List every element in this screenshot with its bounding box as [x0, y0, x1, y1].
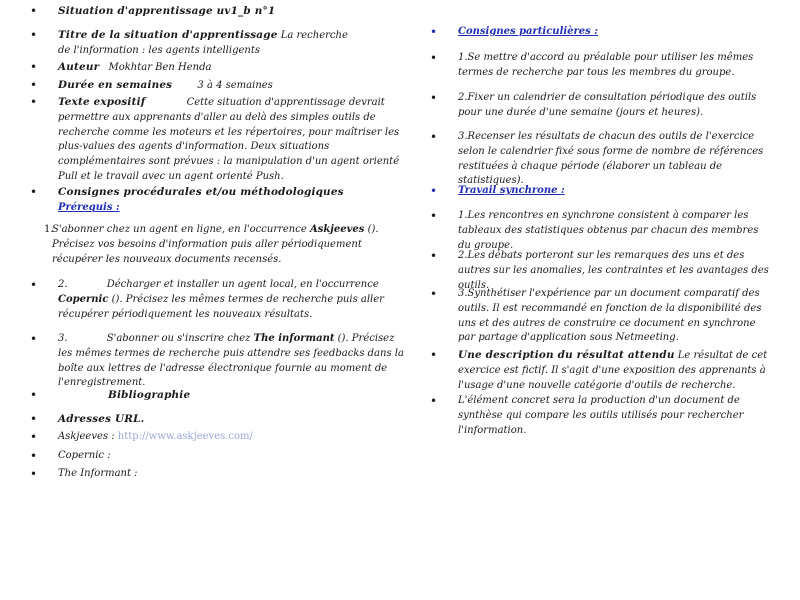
bullet-icon: • [30, 467, 38, 481]
consignes-particulieres-link[interactable]: Consignes particulières : [458, 26, 598, 37]
bullet-icon: • [430, 249, 438, 263]
step-text-post: (). Précisez les mêmes termes de recherche puis aller récupérer périodiquement les nouveaux résultats. [58, 293, 384, 320]
bullet-icon: • [30, 412, 38, 426]
bullet-icon: • [30, 78, 38, 92]
askjeeves-label: Askjeeves : [58, 431, 115, 442]
situation-label: Situation d'apprentissage uv1_b n°1 [58, 5, 276, 17]
informant-label: The Informant : [58, 468, 138, 479]
titre-value: La recherche de l'information : les agents intelligents [58, 30, 348, 56]
bullet-icon: • [30, 430, 38, 444]
bullet-icon: • [430, 348, 438, 362]
consignes-label: Consignes procédurales et/ou méthodologiques [58, 186, 344, 198]
duree-value: 3 à 4 semaines [197, 80, 273, 91]
texte-value: Cette situation d'apprentissage devrait permettre aux apprenants d'aller au delà des simples outils de recherche comme les moteurs et les répertoires, pour maîtriser les plus-values des agents d'information. Deux situations complémentaires sont prévues : la manipulation d'un agent orienté Pull et le travail avec un agent orienté Push. [58, 97, 400, 182]
bullet-icon: • [30, 388, 38, 402]
prerequis-link[interactable]: Prérequis : [58, 201, 120, 213]
description-value: Le résultat de cet exercice est fictif. Il s'agit d'une exposition des apprenants à l'usage d'une nouvelle catégorie d'outils de recherche. [458, 350, 768, 391]
bullet-icon: • [30, 449, 38, 463]
concret-text: L'élément concret sera la production d'un document de synthèse qui compare les outils utilisés pour rechercher l'information. [458, 395, 744, 436]
texte-label: Texte expositif [58, 96, 146, 108]
bullet-icon: • [30, 332, 38, 346]
step-number: 1. [44, 224, 54, 235]
cp-item-text: 2.Fixer un calendrier de consultation périodique des outils pour une durée d'une semaine (jours et heures). [458, 92, 757, 118]
cp-item-text: 3.Recenser les résultats de chacun des outils de l'exercice selon le calendrier fixé sous forme de nombre de références restituées à chaque période (élaborer un tableau de statistiques). [458, 131, 764, 187]
step-number: 2. [58, 279, 68, 290]
step-text-pre: S'abonner ou s'inscrire chez [106, 333, 254, 344]
bullet-icon: • [30, 185, 38, 199]
description-label: Une description du résultat attendu [458, 349, 675, 361]
step-text-pre: Décharger et installer un agent local, en l'occurrence [106, 279, 379, 290]
bullet-icon: • [430, 130, 438, 144]
bullet-icon: • [430, 394, 438, 408]
bullet-icon: • [30, 28, 38, 42]
cp-item-text: 1.Se mettre d'accord au préalable pour utiliser les mêmes termes de recherche par tous les membres du groupe. [458, 52, 754, 78]
bullet-icon: • [430, 91, 438, 105]
ts-item-text: 2.Les débats porteront sur les remarques des uns et des autres sur les anomalies, les contraintes et les avantages des outils. [458, 250, 769, 291]
auteur-value: Mokhtar Ben Henda [108, 62, 212, 73]
bullet-icon: • [30, 4, 38, 18]
step-strong: Askjeeves [309, 224, 365, 235]
bibliographie-label: Bibliographie [108, 389, 191, 401]
step-text-post: (). Précisez les mêmes termes de recherche puis attendre ses feedbacks dans la boîte aux lettres de l'adresse électronique fournie au moment de l'enregistrement. [58, 333, 404, 389]
travail-synchrone-link[interactable]: Travail synchrone : [458, 185, 565, 196]
bullet-icon: • [430, 184, 438, 198]
duree-label: Durée en semaines [58, 79, 173, 91]
bullet-icon: • [430, 51, 438, 65]
bullet-icon: • [430, 209, 438, 223]
ts-item-text: 3.Synthétiser l'expérience par un document comparatif des outils. Il est recommandé en fonction de la disponibilité des uns et des autres de construire ce document en synchrone par partage d'application sous Netmeeting. [458, 288, 762, 344]
auteur-label: Auteur [58, 61, 100, 73]
step-text-post: (). Précisez vos besoins d'information puis aller périodiquement récupérer les nouveaux documents recensés. [52, 224, 379, 265]
adresses-label: Adresses URL. [58, 413, 145, 425]
bullet-icon: • [30, 95, 38, 109]
askjeeves-url-link[interactable]: http://www.askjeeves.com/ [117, 431, 253, 442]
copernic-label: Copernic : [58, 450, 111, 461]
bullet-icon: • [30, 60, 38, 74]
titre-label: Titre de la situation d'apprentissage [58, 29, 278, 41]
step-strong: Copernic [58, 293, 109, 305]
bullet-icon: • [430, 287, 438, 301]
bullet-icon: • [30, 278, 38, 292]
step-text-pre: S'abonner chez un agent en ligne, en l'occurrence [52, 224, 310, 235]
bullet-icon: • [430, 25, 438, 39]
step-number: 3. [58, 333, 68, 344]
ts-item-text: 1.Les rencontres en synchrone consistent à comparer les tableaux des statistiques obtenus par chacun des membres du groupe. [458, 210, 759, 251]
step-strong: The informant [253, 333, 335, 344]
